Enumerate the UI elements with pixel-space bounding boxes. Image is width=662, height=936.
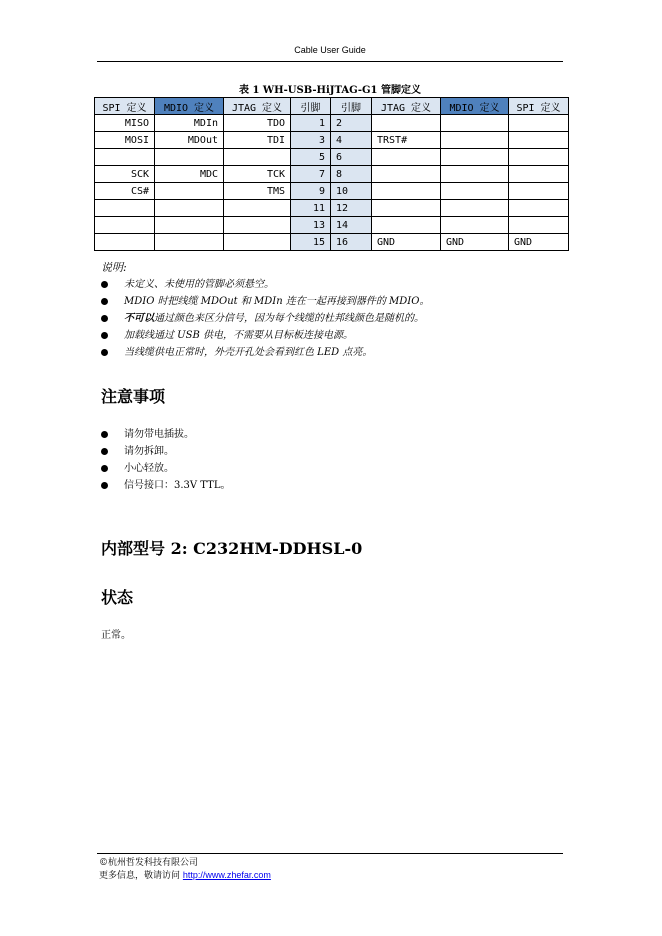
table-cell: MDIn xyxy=(155,115,224,132)
table-cell xyxy=(155,183,224,200)
footer-rule xyxy=(97,853,563,854)
table-cell: 13 xyxy=(291,217,331,234)
table-cell xyxy=(372,166,441,183)
table-cell xyxy=(224,149,291,166)
table-cell xyxy=(224,200,291,217)
table-cell xyxy=(509,217,569,234)
col-mdio-right: MDIO 定义 xyxy=(441,98,509,115)
note-text: 当线缆供电正常时，外壳开孔处会看到红色 LED 点亮。 xyxy=(124,347,373,358)
footer-more-label: 更多信息，敬请访问 xyxy=(99,871,181,881)
table-cell xyxy=(372,200,441,217)
notes-list xyxy=(101,276,551,361)
table-cell: MISO xyxy=(95,115,155,132)
list-item xyxy=(101,293,551,310)
note-emphasis: 不可以 xyxy=(124,313,154,324)
list-item xyxy=(101,460,551,477)
table-cell xyxy=(441,217,509,234)
footer-more-info xyxy=(99,868,271,881)
table-cell: 11 xyxy=(291,200,331,217)
caution-list xyxy=(101,426,551,494)
table-cell: MOSI xyxy=(95,132,155,149)
table-cell: GND xyxy=(509,234,569,251)
note-text: 加载线通过 USB 供电，不需要从目标板连接电源。 xyxy=(124,330,353,341)
table-cell xyxy=(509,132,569,149)
table-cell xyxy=(372,183,441,200)
header-rule xyxy=(97,61,563,62)
website-link[interactable]: http://www.zhefar.com xyxy=(182,870,271,880)
status-text: 正常。 xyxy=(101,630,131,641)
table-cell xyxy=(441,115,509,132)
table-row xyxy=(95,234,569,251)
table-cell xyxy=(95,200,155,217)
table-cell: 5 xyxy=(291,149,331,166)
table-cell: MDC xyxy=(155,166,224,183)
bullet-icon xyxy=(101,298,108,305)
table-row xyxy=(95,166,569,183)
table-cell xyxy=(95,217,155,234)
bullet-icon xyxy=(101,448,108,455)
page-header: Cable User Guide xyxy=(294,45,366,55)
table-cell xyxy=(155,200,224,217)
table-row xyxy=(95,115,569,132)
col-pin-left: 引脚 xyxy=(291,98,331,115)
list-item xyxy=(101,327,551,344)
caution-heading: 注意事项 xyxy=(101,387,166,406)
table-cell: GND xyxy=(441,234,509,251)
table-row xyxy=(95,132,569,149)
bullet-icon xyxy=(101,349,108,356)
table-cell xyxy=(224,217,291,234)
col-jtag-right: JTAG 定义 xyxy=(372,98,441,115)
list-item xyxy=(101,426,551,443)
table-header-row xyxy=(95,98,569,115)
note-text: 未定义、未使用的管脚必须悬空。 xyxy=(124,279,274,290)
table-cell xyxy=(441,183,509,200)
table-cell xyxy=(155,217,224,234)
col-spi-left: SPI 定义 xyxy=(95,98,155,115)
list-item xyxy=(101,310,551,327)
table-cell xyxy=(441,166,509,183)
col-pin-right: 引脚 xyxy=(331,98,372,115)
table-cell: GND xyxy=(372,234,441,251)
table-cell: TRST# xyxy=(372,132,441,149)
table-cell: 16 xyxy=(331,234,372,251)
table-cell xyxy=(224,234,291,251)
bullet-icon xyxy=(101,315,108,322)
table-cell xyxy=(509,149,569,166)
caution-text: 请勿拆卸。 xyxy=(124,446,174,457)
table-cell xyxy=(155,234,224,251)
bullet-icon xyxy=(101,332,108,339)
table-cell: 10 xyxy=(331,183,372,200)
table-cell xyxy=(95,234,155,251)
table-cell: 7 xyxy=(291,166,331,183)
bullet-icon xyxy=(101,431,108,438)
caution-text: 请勿带电插拔。 xyxy=(124,429,194,440)
note-text: MDIO 时把线缆 MDOut 和 MDIn 连在一起再接到器件的 MDIO。 xyxy=(124,296,430,307)
table-cell: 12 xyxy=(331,200,372,217)
table-cell xyxy=(509,200,569,217)
table-cell: SCK xyxy=(95,166,155,183)
table-cell xyxy=(95,149,155,166)
table-cell xyxy=(441,149,509,166)
table-cell xyxy=(509,115,569,132)
list-item xyxy=(101,344,551,361)
table-cell: 15 xyxy=(291,234,331,251)
table-cell xyxy=(509,166,569,183)
table-cell: CS# xyxy=(95,183,155,200)
table-cell xyxy=(441,200,509,217)
table-cell: 9 xyxy=(291,183,331,200)
table-cell: TDI xyxy=(224,132,291,149)
table-cell: 8 xyxy=(331,166,372,183)
table-row xyxy=(95,217,569,234)
notes-label: 说明: xyxy=(101,261,127,274)
table-cell: 4 xyxy=(331,132,372,149)
table-cell xyxy=(509,183,569,200)
table-cell: TCK xyxy=(224,166,291,183)
table-cell: MDOut xyxy=(155,132,224,149)
table-cell xyxy=(372,217,441,234)
bullet-icon xyxy=(101,281,108,288)
table-cell: 3 xyxy=(291,132,331,149)
table-row xyxy=(95,200,569,217)
pin-table xyxy=(94,97,569,251)
list-item xyxy=(101,443,551,460)
col-jtag-left: JTAG 定义 xyxy=(224,98,291,115)
table-cell xyxy=(372,115,441,132)
table-row xyxy=(95,149,569,166)
status-heading: 状态 xyxy=(101,588,134,607)
table-cell: 2 xyxy=(331,115,372,132)
bullet-icon xyxy=(101,482,108,489)
footer-copyright: ©杭州哲发科技有限公司 xyxy=(99,858,199,868)
caution-text: 小心轻放。 xyxy=(124,463,174,474)
table-cell: 6 xyxy=(331,149,372,166)
table-cell xyxy=(372,149,441,166)
col-spi-right: SPI 定义 xyxy=(509,98,569,115)
list-item xyxy=(101,477,551,494)
table-cell: 14 xyxy=(331,217,372,234)
table-cell: TDO xyxy=(224,115,291,132)
note-text: 通过颜色来区分信号，因为每个线缆的杜邦线颜色是随机的。 xyxy=(154,313,424,324)
col-mdio-left: MDIO 定义 xyxy=(155,98,224,115)
table-caption: 表 1 WH-USB-HiJTAG-G1 管脚定义 xyxy=(239,85,421,96)
table-cell xyxy=(155,149,224,166)
table-cell xyxy=(441,132,509,149)
table-row xyxy=(95,183,569,200)
model-heading: 内部型号 2: C232HM-DDHSL-0 xyxy=(101,539,363,558)
list-item xyxy=(101,276,551,293)
bullet-icon xyxy=(101,465,108,472)
table-cell: TMS xyxy=(224,183,291,200)
table-cell: 1 xyxy=(291,115,331,132)
caution-text: 信号接口：3.3V TTL。 xyxy=(124,480,231,491)
